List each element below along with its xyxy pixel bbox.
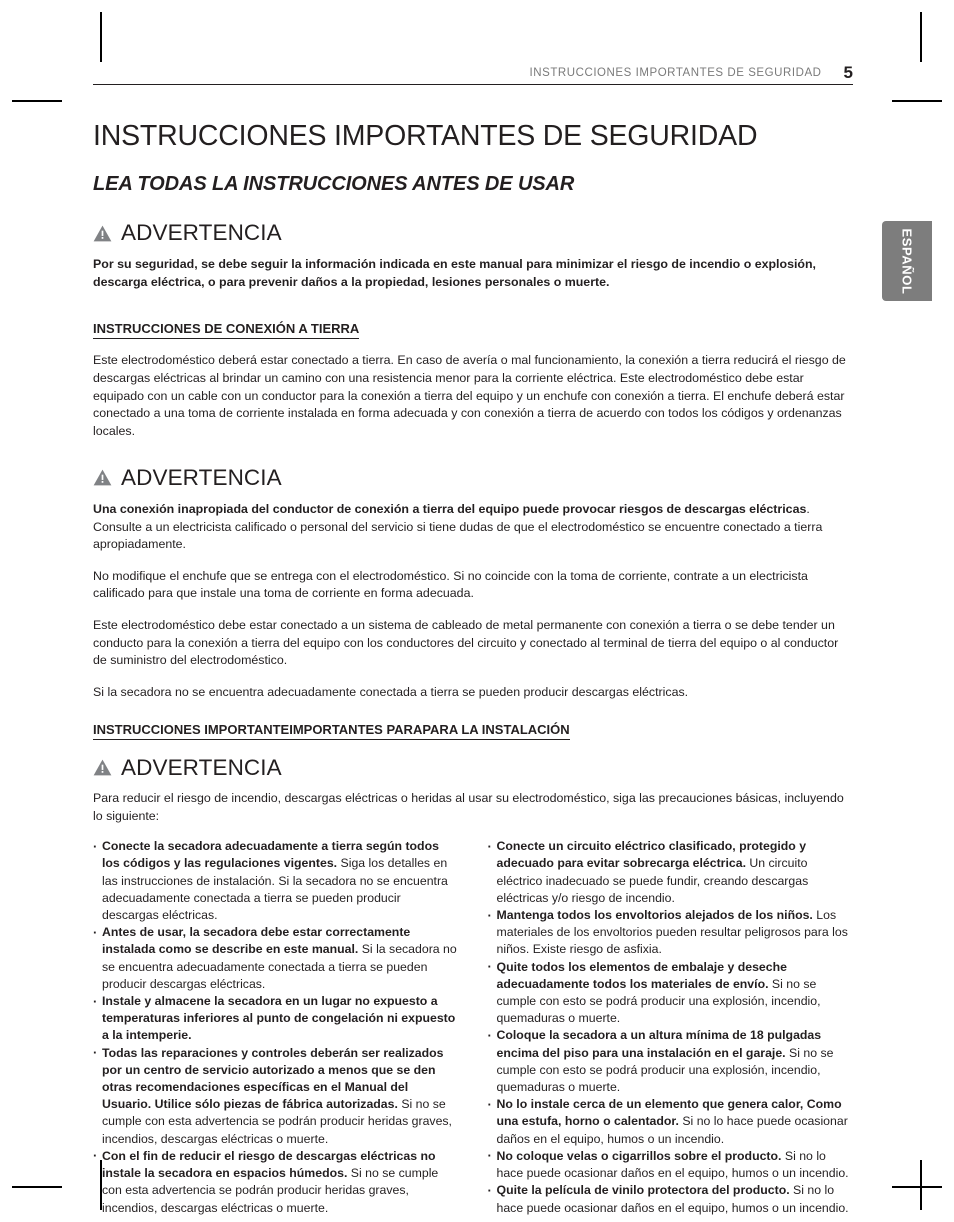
bullet-columns	[93, 838, 853, 1216]
list-item-detail: Si no se cumple con esto se podrá producir una explosión, incendio, quemaduras o muerte.	[496, 1045, 834, 1095]
running-header	[93, 62, 853, 85]
warning-2-paragraph-3: Este electrodoméstico debe estar conectado a un sistema de cableado de metal permanente con conexión a tierra o se debe tender un conducto para la conexión a tierra del equipo con los conductores del circuito y conectado al terminal de tierra del equipo o al conductor de suministro del electrodoméstico.	[93, 618, 839, 668]
installation-heading-wrap	[93, 706, 853, 744]
list-item-lead: No lo instale cerca de un elemento que genera calor, Como una estufa, horno o calentador.	[496, 1097, 842, 1129]
list-item-detail: Si la secadora no se encuentra adecuadamente conectada a tierra se pueden producir descargas eléctricas.	[102, 942, 457, 991]
warning-label-3: ADVERTENCIA	[121, 754, 282, 780]
list-item-lead: Con el fin de reducir el riesgo de descargas eléctricas no instale la secadora en espacios húmedos.	[102, 1148, 436, 1181]
crop-mark-top-left-vertical	[100, 12, 102, 62]
crop-mark-bottom-right-vertical	[920, 1160, 922, 1210]
crop-mark-top-right-vertical	[920, 12, 922, 62]
list-item-detail: Los materiales de los envoltorios pueden resultar peligrosos para los niños. Existe riesgo de asfixia.	[496, 908, 848, 957]
list-item-detail: Si no lo hace puede ocasionar daños en el equipo, humos o un incendio.	[496, 1114, 848, 1146]
warning-2-lead-rest: . Consulte a un electricista calificado o personal del servicio si tiene dudas de que el electrodoméstico se encuentre conectado a tierra apropiadamente.	[93, 502, 823, 552]
warning-2-paragraph-2: No modifique el enchufe que se entrega con el electrodoméstico. Si no coincide con la toma de corriente, contrate a un electricista calificado para que instale una toma de corriente en forma adecuada.	[93, 568, 808, 601]
warning-label-2: ADVERTENCIA	[121, 464, 282, 490]
warning-banner-3	[93, 754, 853, 780]
page-content	[93, 120, 853, 1217]
list-item	[488, 838, 854, 907]
list-item	[488, 959, 854, 1028]
list-item-detail: Si no lo hace puede ocasionar daños en el equipo, humos o un incendio.	[496, 1183, 849, 1215]
running-header-title: INSTRUCCIONES IMPORTANTES DE SEGURIDAD	[529, 66, 822, 79]
warning-2-paragraph-4: Si la secadora no se encuentra adecuadamente conectada a tierra se pueden producir descargas eléctricas.	[93, 684, 689, 699]
grounding-heading-wrap	[93, 303, 853, 352]
bullet-column-left	[93, 838, 459, 1216]
warning-triangle-icon	[93, 759, 112, 776]
list-item-lead: Conecte la secadora adecuadamente a tierra según todos los códigos y las regulaciones vigentes.	[102, 839, 439, 871]
list-item-lead: Instale y almacene la secadora en un lugar no expuesto a temperaturas inferiores al punto de congelación ni expuesto a la intemperie.	[102, 994, 456, 1043]
warning-triangle-icon	[93, 469, 112, 486]
list-item-detail: Si no lo hace puede ocasionar daños en el equipo, humos o un incendio.	[496, 1148, 849, 1181]
bullet-column-right	[488, 838, 854, 1216]
installation-section-heading: INSTRUCCIONES IMPORTANTEIMPORTANTES PARAPARA LA INSTALACIÓN	[93, 722, 570, 740]
warning-banner-2	[93, 464, 853, 490]
page-title: INSTRUCCIONES IMPORTANTES DE SEGURIDAD	[93, 120, 758, 152]
warning-triangle-icon	[93, 225, 112, 242]
list-item	[93, 1148, 459, 1217]
left-bullet-list	[93, 838, 459, 1216]
list-item	[93, 924, 459, 993]
list-item-detail: Un circuito eléctrico inadecuado se puede fundir, creando descargas eléctricas y/o riesgo de incendio.	[496, 856, 809, 905]
grounding-paragraph: Este electrodoméstico deberá estar conectado a tierra. En caso de avería o mal funcionamiento, la conexión a tierra reducirá el riesgo de descargas eléctricas al brindar un camino con una resistencia menor para la corriente eléctrica. Este electrodoméstico debe estar equipado con un cable con un conductor para la conexión a tierra del equipo y un enchufe con conexión a tierra. El enchufe deberá estar conectado a una toma de corriente instalada en forma adecuada y con conexión a tierra de acuerdo con todos los códigos y ordenanzas locales.	[93, 353, 846, 438]
list-item-detail: Siga los detalles en las instrucciones de instalación. Si la secadora no se encuentra adecuadamente conectada a tierra se pueden producir descargas eléctricas.	[102, 856, 448, 923]
list-item-lead: Coloque la secadora a un altura mínima de 18 pulgadas encima del piso para una instalación en el garaje.	[496, 1028, 822, 1060]
warning-2-lead	[93, 501, 853, 554]
list-item-detail: Si no se cumple con esta advertencia se podrán producir heridas graves, incendios, descargas eléctricas o muerte.	[102, 1097, 452, 1146]
language-side-tab	[882, 221, 932, 301]
list-item-lead: Antes de usar, la secadora debe estar correctamente instalada como se describe en este manual.	[102, 925, 411, 957]
warning-label-1: ADVERTENCIA	[121, 219, 282, 245]
crop-mark-top-right-horizontal	[892, 100, 942, 102]
grounding-section-heading: INSTRUCCIONES DE CONEXIÓN A TIERRA	[93, 321, 359, 339]
page-number: 5	[843, 63, 853, 82]
list-item	[93, 838, 459, 924]
list-item-detail: Si no se cumple con esta advertencia se podrán producir heridas graves, incendios, descargas eléctricas o muerte.	[102, 1166, 439, 1215]
list-item	[488, 1148, 854, 1182]
right-bullet-list	[488, 838, 854, 1216]
list-item-lead: No coloque velas o cigarrillos sobre el producto.	[496, 1148, 782, 1163]
crop-mark-bottom-left-horizontal	[12, 1186, 62, 1188]
crop-mark-top-left-horizontal	[12, 100, 62, 102]
warning-1-lead: Por su seguridad, se debe seguir la información indicada en este manual para minimizar el riesgo de incendio o explosión, descarga eléctrica, o para prevenir daños a la propiedad, lesiones personales o muerte.	[93, 257, 816, 289]
warning-banner-1	[93, 219, 853, 245]
list-item-lead: Todas las reparaciones y controles deberán ser realizados por un centro de servicio autorizado a menos que se den otras recomendaciones específicas en el Manual del Usuario. Utilice sólo piezas de fábrica autorizadas.	[102, 1045, 444, 1112]
crop-mark-bottom-right-horizontal	[892, 1186, 942, 1188]
list-item-lead: Conecte un circuito eléctrico clasificado, protegido y adecuado para evitar sobrecarga eléctrica.	[496, 839, 807, 871]
warning-2-lead-bold: Una conexión inapropiada del conductor de conexión a tierra del equipo puede provocar riesgos de descargas eléctricas	[93, 502, 807, 517]
list-item	[488, 1096, 854, 1148]
language-side-tab-label: ESPAÑOL	[899, 227, 915, 295]
installation-intro: Para reducir el riesgo de incendio, descargas eléctricas o heridas al usar su electrodoméstico, siga las precauciones básicas, incluyendo lo siguiente:	[93, 791, 844, 823]
list-item	[488, 907, 854, 959]
list-item-lead: Quite todos los elementos de embalaje y deseche adecuadamente todos los materiales de envío.	[496, 959, 787, 991]
list-item	[488, 1182, 854, 1216]
list-item-detail: Si no se cumple con esto se podrá producir una explosión, incendio, quemaduras o muerte.	[496, 976, 821, 1026]
page-subtitle: LEA TODAS LA INSTRUCCIONES ANTES DE USAR	[93, 172, 575, 195]
list-item	[93, 1045, 459, 1148]
list-item-lead: Mantenga todos los envoltorios alejados de los niños.	[496, 908, 813, 923]
list-item	[93, 993, 459, 1045]
list-item-lead: Quite la película de vinilo protectora del producto.	[496, 1183, 790, 1198]
list-item	[488, 1027, 854, 1096]
